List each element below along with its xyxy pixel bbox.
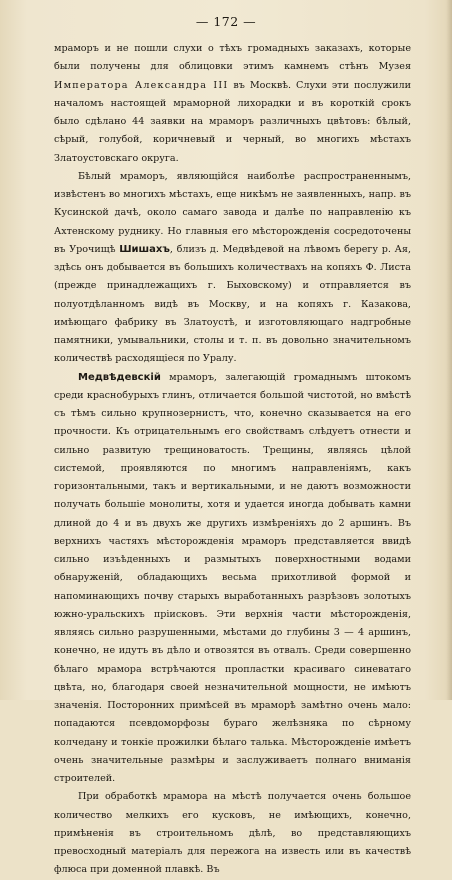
- emphasis-spaced: Императора Александра III: [54, 79, 229, 91]
- paragraph-text: , близъ д. Медвѣдевой на лѣвомъ берегу р. Ая, здѣсь онъ добывается въ большихъ количествахъ на копяхъ Ф. Листа (прежде принадлежащихъ г. Быховскому) и отправляется въ полуотдѣланномъ видѣ въ Москву, и на копяхъ г. Казакова, имѣющаго фабрику въ Златоустѣ, и изготовляющаго надгробные памятники, умывальники, столы и т. п. въ довольно значительномъ количествѣ расходящіеся по Уралу.: [54, 243, 411, 365]
- paragraph-text: въ Москвѣ. Слухи эти послужили началомъ настоящей мраморной лихорадки и въ короткій срокъ было сдѣлано 44 заявки на мраморъ различныхъ цвѣтовъ: бѣлый, сѣрый, голубой, коричневый и черный, во многихъ мѣстахъ Златоустовскаго округа.: [54, 79, 411, 164]
- paragraph-text: Бѣлый мраморъ, являющійся наиболѣе распространеннымъ, извѣстенъ во многихъ мѣстахъ, еще никѣмъ не заявленныхъ, напр. въ Кусинской дачѣ, около самаго завода и далѣе по направленію къ Ахтенскому руднику. Но главныя его мѣсторожденія сосредоточены въ Урочищѣ: [54, 170, 411, 255]
- body-text: [54, 40, 411, 880]
- paragraph-p2: [54, 168, 411, 369]
- page-number: — 172 —: [195, 14, 257, 29]
- paragraph-text: мраморъ, залегающій громаднымъ штокомъ среди краснобурыхъ глинъ, отличается большой чистотой, но вмѣстѣ съ тѣмъ сильно крупнозернистъ, что, конечно сказывается на его прочности. Къ отрицательнымъ его свойствамъ слѣдуетъ отнести и сильно развитую трещиноватость. Трещины, являясь цѣлой системой, проявляются по многимъ направленіямъ, какъ горизонтальными, такъ и вертикальными, и не даютъ возможности получать большіе монолиты, хотя и удается иногда добывать камни длиной до 4 и въ двухъ же другихъ измѣреніяхъ до 2 аршинъ. Въ верхнихъ частяхъ мѣсторожденія мраморъ представляется ввидѣ сильно изъѣденныхъ и размытыхъ поверхностными водами обнаруженій, обладающихъ весьма прихотливой формой и напоминающихъ почву старыхъ выработанныхъ разрѣзовъ золотыхъ южно-уральскихъ пріисковъ. Эти верхнія части мѣсторожденія, являясь сильно разрушенными, мѣстами до глубины 3 — 4 аршинъ, конечно, не идутъ въ дѣло и отвозятся въ отвалъ. Среди совершенно бѣлаго мрамора встрѣчаются пропластки красиваго синеватаго цвѣта, но, благодаря своей незначительной мощности, не имѣютъ значенія. Посторонних примѣсей въ мраморѣ замѣтно очень мало: попадаются псевдоморфозы бураго желѣзняка по сѣрному колчедану и тонкіе прожилки бѣлаго талька. Мѣсторожденіе имѣетъ очень значительные размѣры и заслуживаетъ полнаго вниманія строителей.: [54, 371, 411, 784]
- paragraph-p3: [54, 369, 411, 789]
- paragraph-text: мраморъ и не пошли слухи о тѣхъ громадныхъ заказахъ, которые были получены для облицовки этимъ камнемъ стѣнъ Музея: [54, 43, 411, 73]
- paragraph-text: При обработкѣ мрамора на мѣстѣ получается очень большое количество мелкихъ его кусковъ, не имѣющихъ, конечно, примѣненія въ строительномъ дѣлѣ, во представляющихъ превосходный матеріалъ для пережога на известь или въ качествѣ флюса при доменной плавкѣ. Въ: [54, 791, 411, 876]
- page-edge-shadow: [446, 0, 452, 700]
- emphasis-bold: Шишахъ: [119, 243, 170, 255]
- paragraph-p4: [54, 788, 411, 879]
- emphasis-bold: Медвѣдевскій: [78, 371, 161, 383]
- paragraph-p1: [54, 40, 411, 168]
